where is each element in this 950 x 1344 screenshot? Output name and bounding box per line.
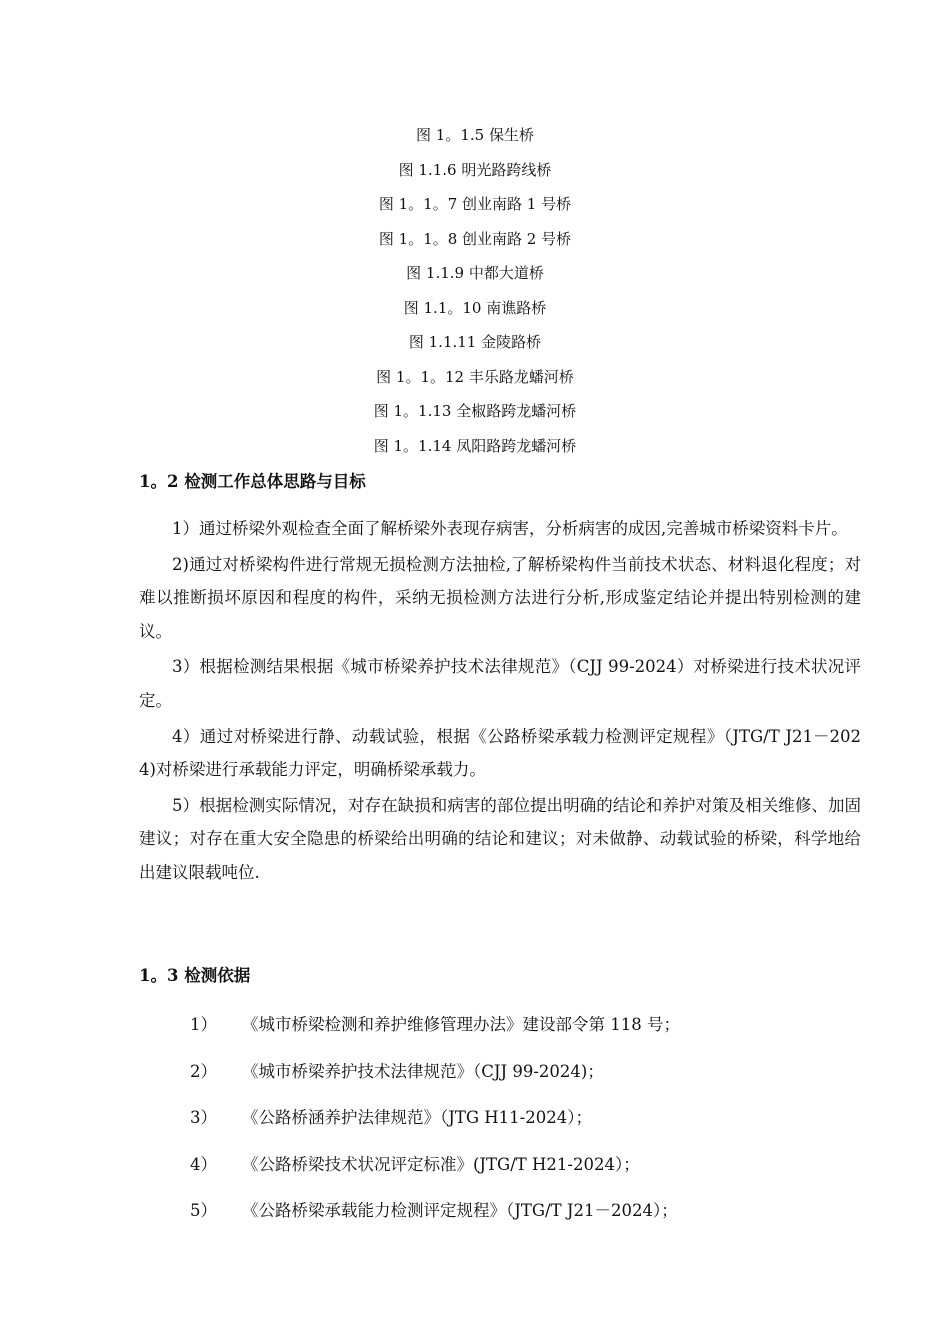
list-item-text: 《城市桥梁检测和养护维修管理办法》建设部令第 118 号； — [242, 1015, 680, 1034]
reference-list — [190, 1010, 890, 1243]
figure-caption: 图 1.1。10 南谯路桥 — [403, 298, 547, 317]
list-item-text: 《公路桥梁技术状况评定标准》(JTG/T H21-2024）； — [242, 1154, 640, 1174]
paragraph: 2)通过对桥梁构件进行常规无损检测方法抽检,了解桥梁构件当前技术状态、材料退化程度；对难以推断损坏原因和程度的构件，采纳无损检测方法进行分析,形成鉴定结论并提出特别检测的建议。 — [139, 554, 861, 641]
figure-caption: 图 1。1.14 凤阳路跨龙蟠河桥 — [373, 436, 577, 455]
list-item-number: 5） — [190, 1201, 217, 1220]
list-item — [190, 1010, 890, 1057]
section-heading-1-3: 1。3 检测依据 — [139, 966, 251, 985]
list-item-number: 3） — [190, 1108, 217, 1127]
paragraph: 4）通过对桥梁进行静、动载试验，根据《公路桥梁承载力检测评定规程》（JTG/T J21－2024)对桥梁进行承载能力评定，明确桥梁承载力。 — [139, 726, 861, 780]
list-item — [190, 1196, 890, 1243]
section-body-1-2 — [139, 512, 861, 892]
paragraph: 3）根据检测结果根据《城市桥梁养护技术法律规范》（CJJ 99-2024）对桥梁进行技术状况评定。 — [139, 657, 861, 710]
figure-caption: 图 1.1.11 金陵路桥 — [408, 333, 542, 351]
figure-caption: 图 1。1。8 创业南路 2 号桥 — [378, 229, 572, 248]
figure-caption: 图 1。1.5 保生桥 — [416, 126, 534, 144]
list-item-number: 1） — [190, 1015, 217, 1034]
list-item-number: 4） — [190, 1154, 217, 1174]
list-item-text: 《城市桥梁养护技术法律规范》（CJJ 99-2024)； — [242, 1061, 604, 1081]
list-item — [190, 1103, 890, 1150]
figure-caption-list — [0, 123, 950, 468]
paragraph: 5）根据检测实际情况，对存在缺损和病害的部位提出明确的结论和养护对策及相关维修、加固建议；对存在重大安全隐患的桥梁给出明确的结论和建议；对未做静、动载试验的桥梁，科学地给出建议限载吨位. — [139, 795, 861, 882]
section-heading-1-2: 1。2 检测工作总体思路与目标 — [139, 472, 366, 491]
paragraph: 1）通过桥梁外观检查全面了解桥梁外表现存病害，分析病害的成因,完善城市桥梁资料卡片。 — [172, 519, 848, 538]
list-item-text: 《公路桥涵养护法律规范》（JTG H11-2024）； — [242, 1108, 592, 1127]
figure-caption: 图 1。1.13 全椒路跨龙蟠河桥 — [373, 402, 577, 420]
figure-caption: 图 1。1。12 丰乐路龙蟠河桥 — [376, 367, 574, 386]
figure-caption: 图 1.1.6 明光路跨线桥 — [398, 160, 552, 179]
list-item-number: 2） — [190, 1061, 217, 1081]
figure-caption: 图 1.1.9 中都大道桥 — [406, 264, 544, 282]
list-item — [190, 1057, 890, 1104]
list-item — [190, 1150, 890, 1197]
figure-caption: 图 1。1。7 创业南路 1 号桥 — [378, 195, 572, 213]
list-item-text: 《公路桥梁承载能力检测评定规程》（JTG/T J21－2024）； — [242, 1201, 678, 1220]
